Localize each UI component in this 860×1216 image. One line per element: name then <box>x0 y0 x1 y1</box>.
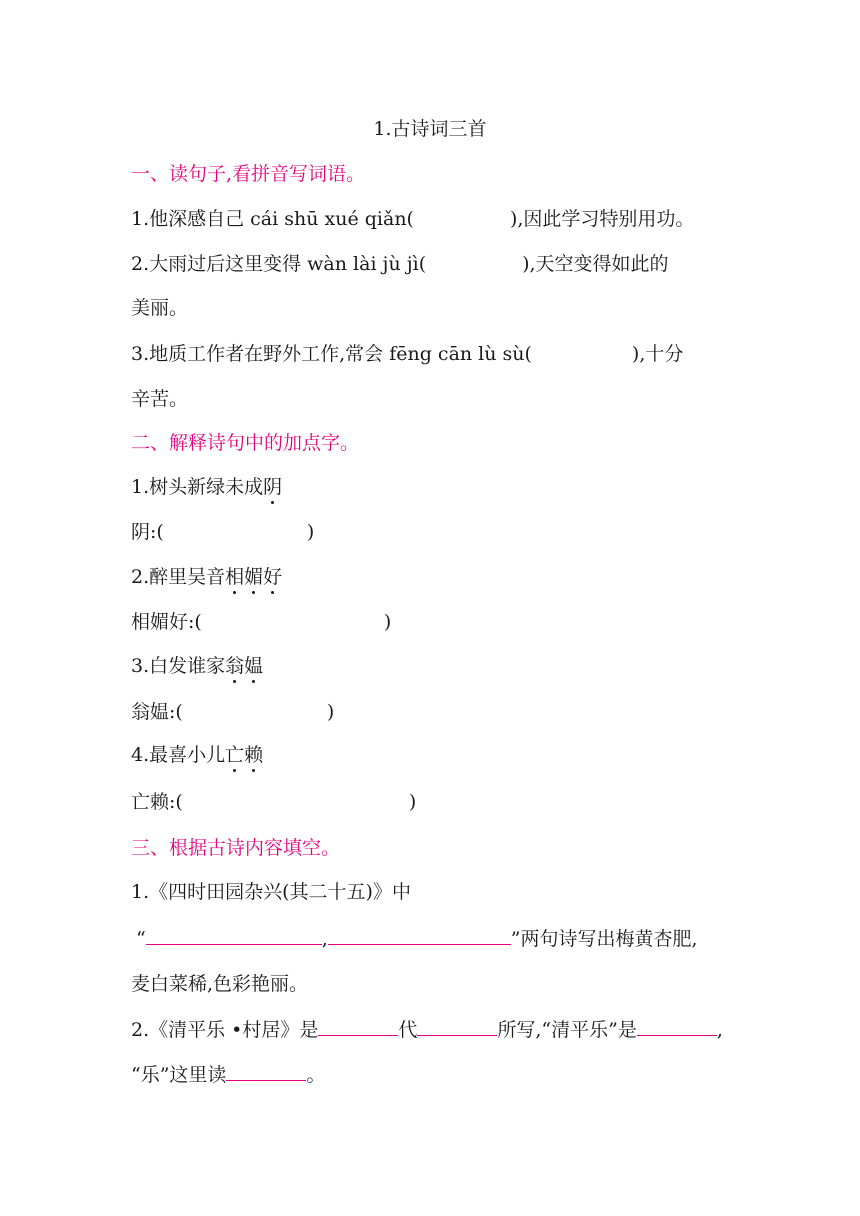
s3-q1-blank-1[interactable] <box>146 926 322 945</box>
s2-q2-text: 2.醉里吴音 <box>131 566 226 588</box>
s3-q1-text-after: ”两句诗写出梅黄杏肥, <box>510 928 698 950</box>
s3-q2-cont-end: 。 <box>306 1064 326 1086</box>
section-3-heading: 三、根据古诗内容填空。 <box>131 837 341 859</box>
s3-q1-blank-2[interactable] <box>328 926 511 945</box>
s2-q2-dotted-char-1: 相 <box>225 566 245 588</box>
s1-q3-text: 3.地质工作者在野外工作,常会 fēng cān lù sù( <box>131 343 532 365</box>
s3-q2-text: 2.《清平乐 •村居》是 <box>131 1019 319 1041</box>
s3-q2-text-end: , <box>716 1019 723 1041</box>
s1-question-3 <box>131 342 683 366</box>
s2-q2-answer-label: 相媚好:( <box>131 611 202 633</box>
s2-q2-close: ) <box>383 611 392 633</box>
s2-q1-close: ) <box>306 521 315 543</box>
s1-q1-text: 1.他深感自己 cái shū xué qiǎn( <box>131 208 414 230</box>
s2-q2-line <box>131 565 282 589</box>
s2-q3-answer-line <box>131 700 334 724</box>
s3-q2-blank-1[interactable] <box>318 1017 398 1036</box>
s3-q2-text-mid2: 所写,“清平乐”是 <box>497 1019 637 1041</box>
s3-q1-continuation: 麦白菜稀,色彩艳丽。 <box>131 973 309 995</box>
s2-q3-line <box>131 654 263 678</box>
s2-q3-text: 3.白发谁家 <box>131 655 226 677</box>
s1-q3-text-after: ),十分 <box>631 343 684 365</box>
s2-q3-answer-label: 翁媪:( <box>131 701 183 723</box>
s2-q1-answer-label: 阴:( <box>131 521 164 543</box>
s2-q2-dotted-char-2: 媚 <box>244 566 264 588</box>
s2-q4-line <box>131 743 263 767</box>
s3-q2-blank-2[interactable] <box>417 1017 497 1036</box>
s2-q3-close: ) <box>326 701 335 723</box>
s2-q3-dotted-char-2: 媪 <box>244 655 264 677</box>
s2-q4-dotted-char-1: 亡 <box>225 744 245 766</box>
s2-q4-close: ) <box>408 791 417 813</box>
section-2-heading: 二、解释诗句中的加点字。 <box>131 432 360 454</box>
page-title: 1.古诗词三首 <box>373 118 487 140</box>
s3-q1-fill-line <box>136 926 698 951</box>
s2-q3-dotted-char-1: 翁 <box>225 655 245 677</box>
section-1-heading: 一、读句子,看拼音写词语。 <box>131 163 366 185</box>
s3-q2-blank-3[interactable] <box>637 1017 717 1036</box>
s3-q2-cont-text: “乐”这里读 <box>131 1064 227 1086</box>
s1-q2-text: 2.大雨过后这里变得 wàn lài jù jì( <box>131 253 427 275</box>
s2-q1-text: 1.树头新绿未成 <box>131 476 264 498</box>
s2-q4-answer-line <box>131 790 416 814</box>
s1-question-2 <box>131 252 669 276</box>
s2-q1-dotted-char: 阴 <box>263 476 283 498</box>
s2-q4-answer-label: 亡赖:( <box>131 791 183 813</box>
s3-q2-continuation <box>131 1062 325 1087</box>
s2-q1-line <box>131 475 282 499</box>
s1-q3-continuation: 辛苦。 <box>131 388 189 410</box>
s2-q4-text: 4.最喜小儿 <box>131 744 226 766</box>
s2-q2-dotted-char-3: 好 <box>263 566 283 588</box>
s3-q2-text-mid1: 代 <box>398 1019 418 1041</box>
s3-q2-line <box>131 1017 723 1042</box>
s2-q4-dotted-char-2: 赖 <box>244 744 264 766</box>
s3-q1-line: 1.《四时田园杂兴(其二十五)》中 <box>131 881 411 903</box>
s3-q1-open-quote: “ <box>136 928 146 950</box>
s1-q2-continuation: 美丽。 <box>131 297 189 319</box>
s3-q2-blank-4[interactable] <box>226 1062 306 1081</box>
s2-q2-answer-line <box>131 610 391 634</box>
s1-question-1 <box>131 207 694 231</box>
s1-q2-text-after: ),天空变得如此的 <box>522 253 669 275</box>
s2-q1-answer-line <box>131 520 314 544</box>
s3-q1-comma: , <box>321 928 328 950</box>
s1-q1-text-after: ),因此学习特别用功。 <box>509 208 695 230</box>
